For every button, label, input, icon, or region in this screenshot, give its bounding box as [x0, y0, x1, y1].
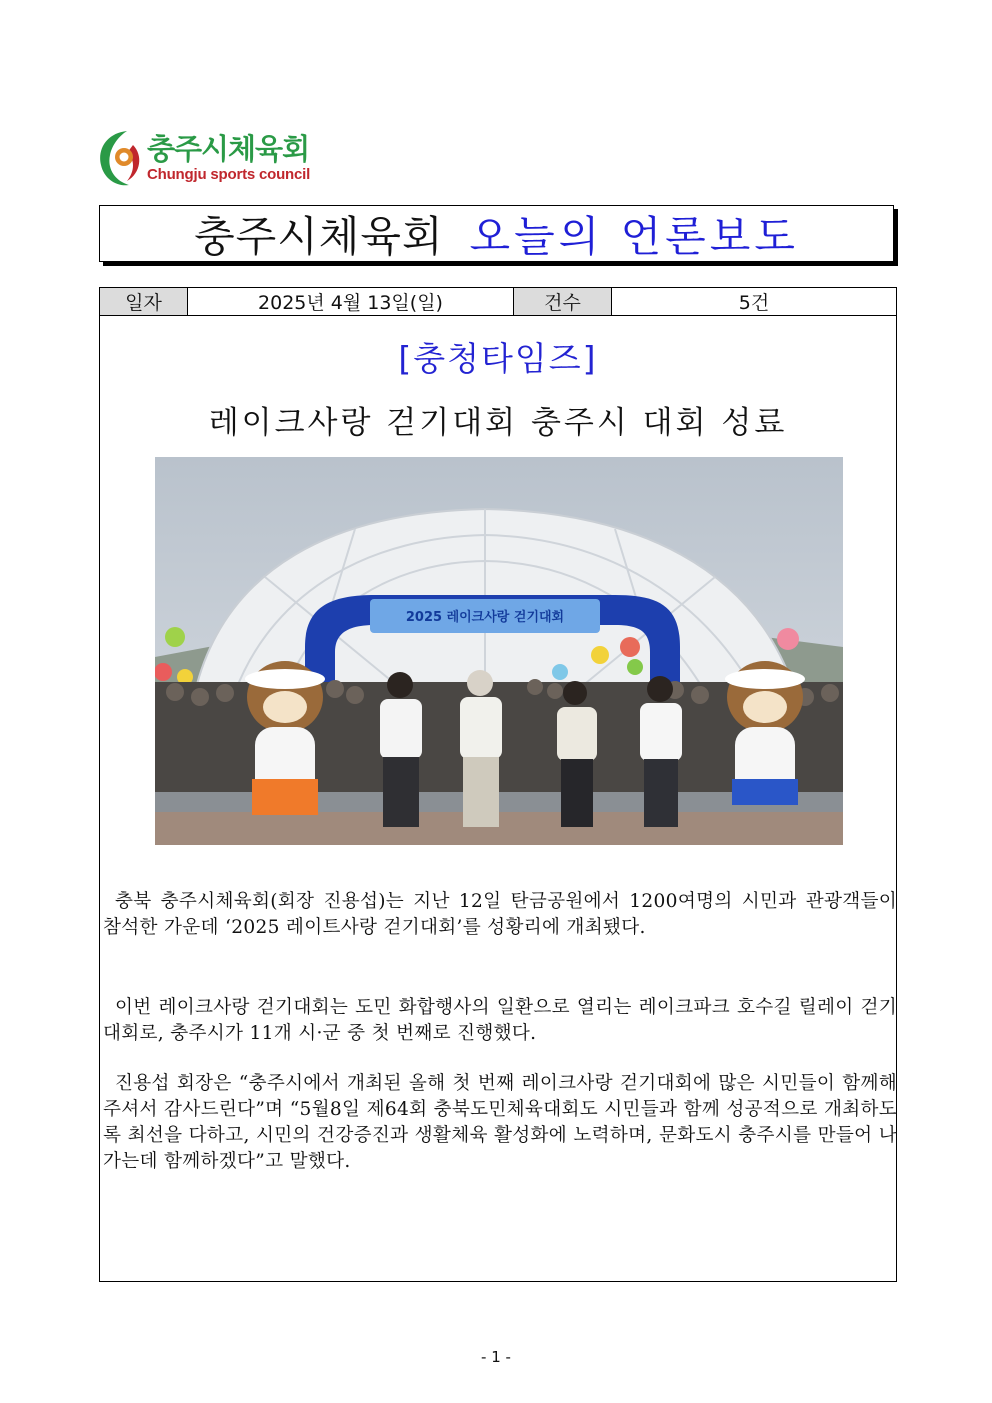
- logo-korean-name: 충주시체육회: [147, 132, 310, 166]
- event-photo: [155, 457, 843, 845]
- article-source: [충청타임즈]: [398, 339, 598, 378]
- title-org: 충주시체육회: [194, 211, 444, 261]
- article-paragraph-2: 이번 레이크사랑 걷기대회는 도민 화합행사의 일환으로 열리는 레이크파크 호수길 릴레이 걷기대회로, 충주시가 11개 시·군 중 첫 번째로 진행했다.: [103, 997, 897, 1044]
- article-content: [99, 315, 897, 1282]
- article-headline: 레이크사랑 걷기대회 충주시 대회 성료: [208, 405, 788, 441]
- banner-text: 2025 레이크사랑 걷기대회: [405, 610, 565, 625]
- count-value: 5건: [612, 288, 897, 316]
- date-value: 2025년 4월 13일(일): [188, 288, 514, 316]
- logo-english-name: Chungju sports council: [147, 166, 311, 183]
- report-title-box: [99, 205, 894, 262]
- article-paragraph-3: 진용섭 회장은 “충주시에서 개최된 올해 첫 번째 레이크사랑 걷기대회에 많은 시민들이 함께해 주셔서 감사드린다”며 “5월8일 제64회 충북도민체육대회도 시민들과 함께 성공적으로 개최하도록 최선을 다하고, 시민의 건강증진과 생활체육 활성화에 노력하며, 문화도시 충주시를 만들어 나가는데 함께하겠다”고 말했다.: [103, 1073, 897, 1172]
- council-logo: [97, 127, 317, 189]
- info-row: [100, 288, 897, 316]
- event-photo-illustration: [155, 457, 843, 845]
- logo-emblem-icon: [97, 127, 143, 189]
- count-label: 건수: [514, 288, 612, 316]
- date-label: 일자: [100, 288, 188, 316]
- page-number: - 1 -: [481, 1348, 511, 1366]
- info-table: [99, 287, 897, 316]
- mascot-left: [245, 661, 325, 815]
- article-paragraph-1: 충북 충주시체육회(회장 진용섭)는 지난 12일 탄금공원에서 1200여명의 시민과 관광객들이 참석한 가운데 ‘2025 레이트사랑 걷기대회’를 성황리에 개최됐다.: [103, 891, 897, 938]
- title-subject: 오늘의 언론보도: [469, 211, 799, 261]
